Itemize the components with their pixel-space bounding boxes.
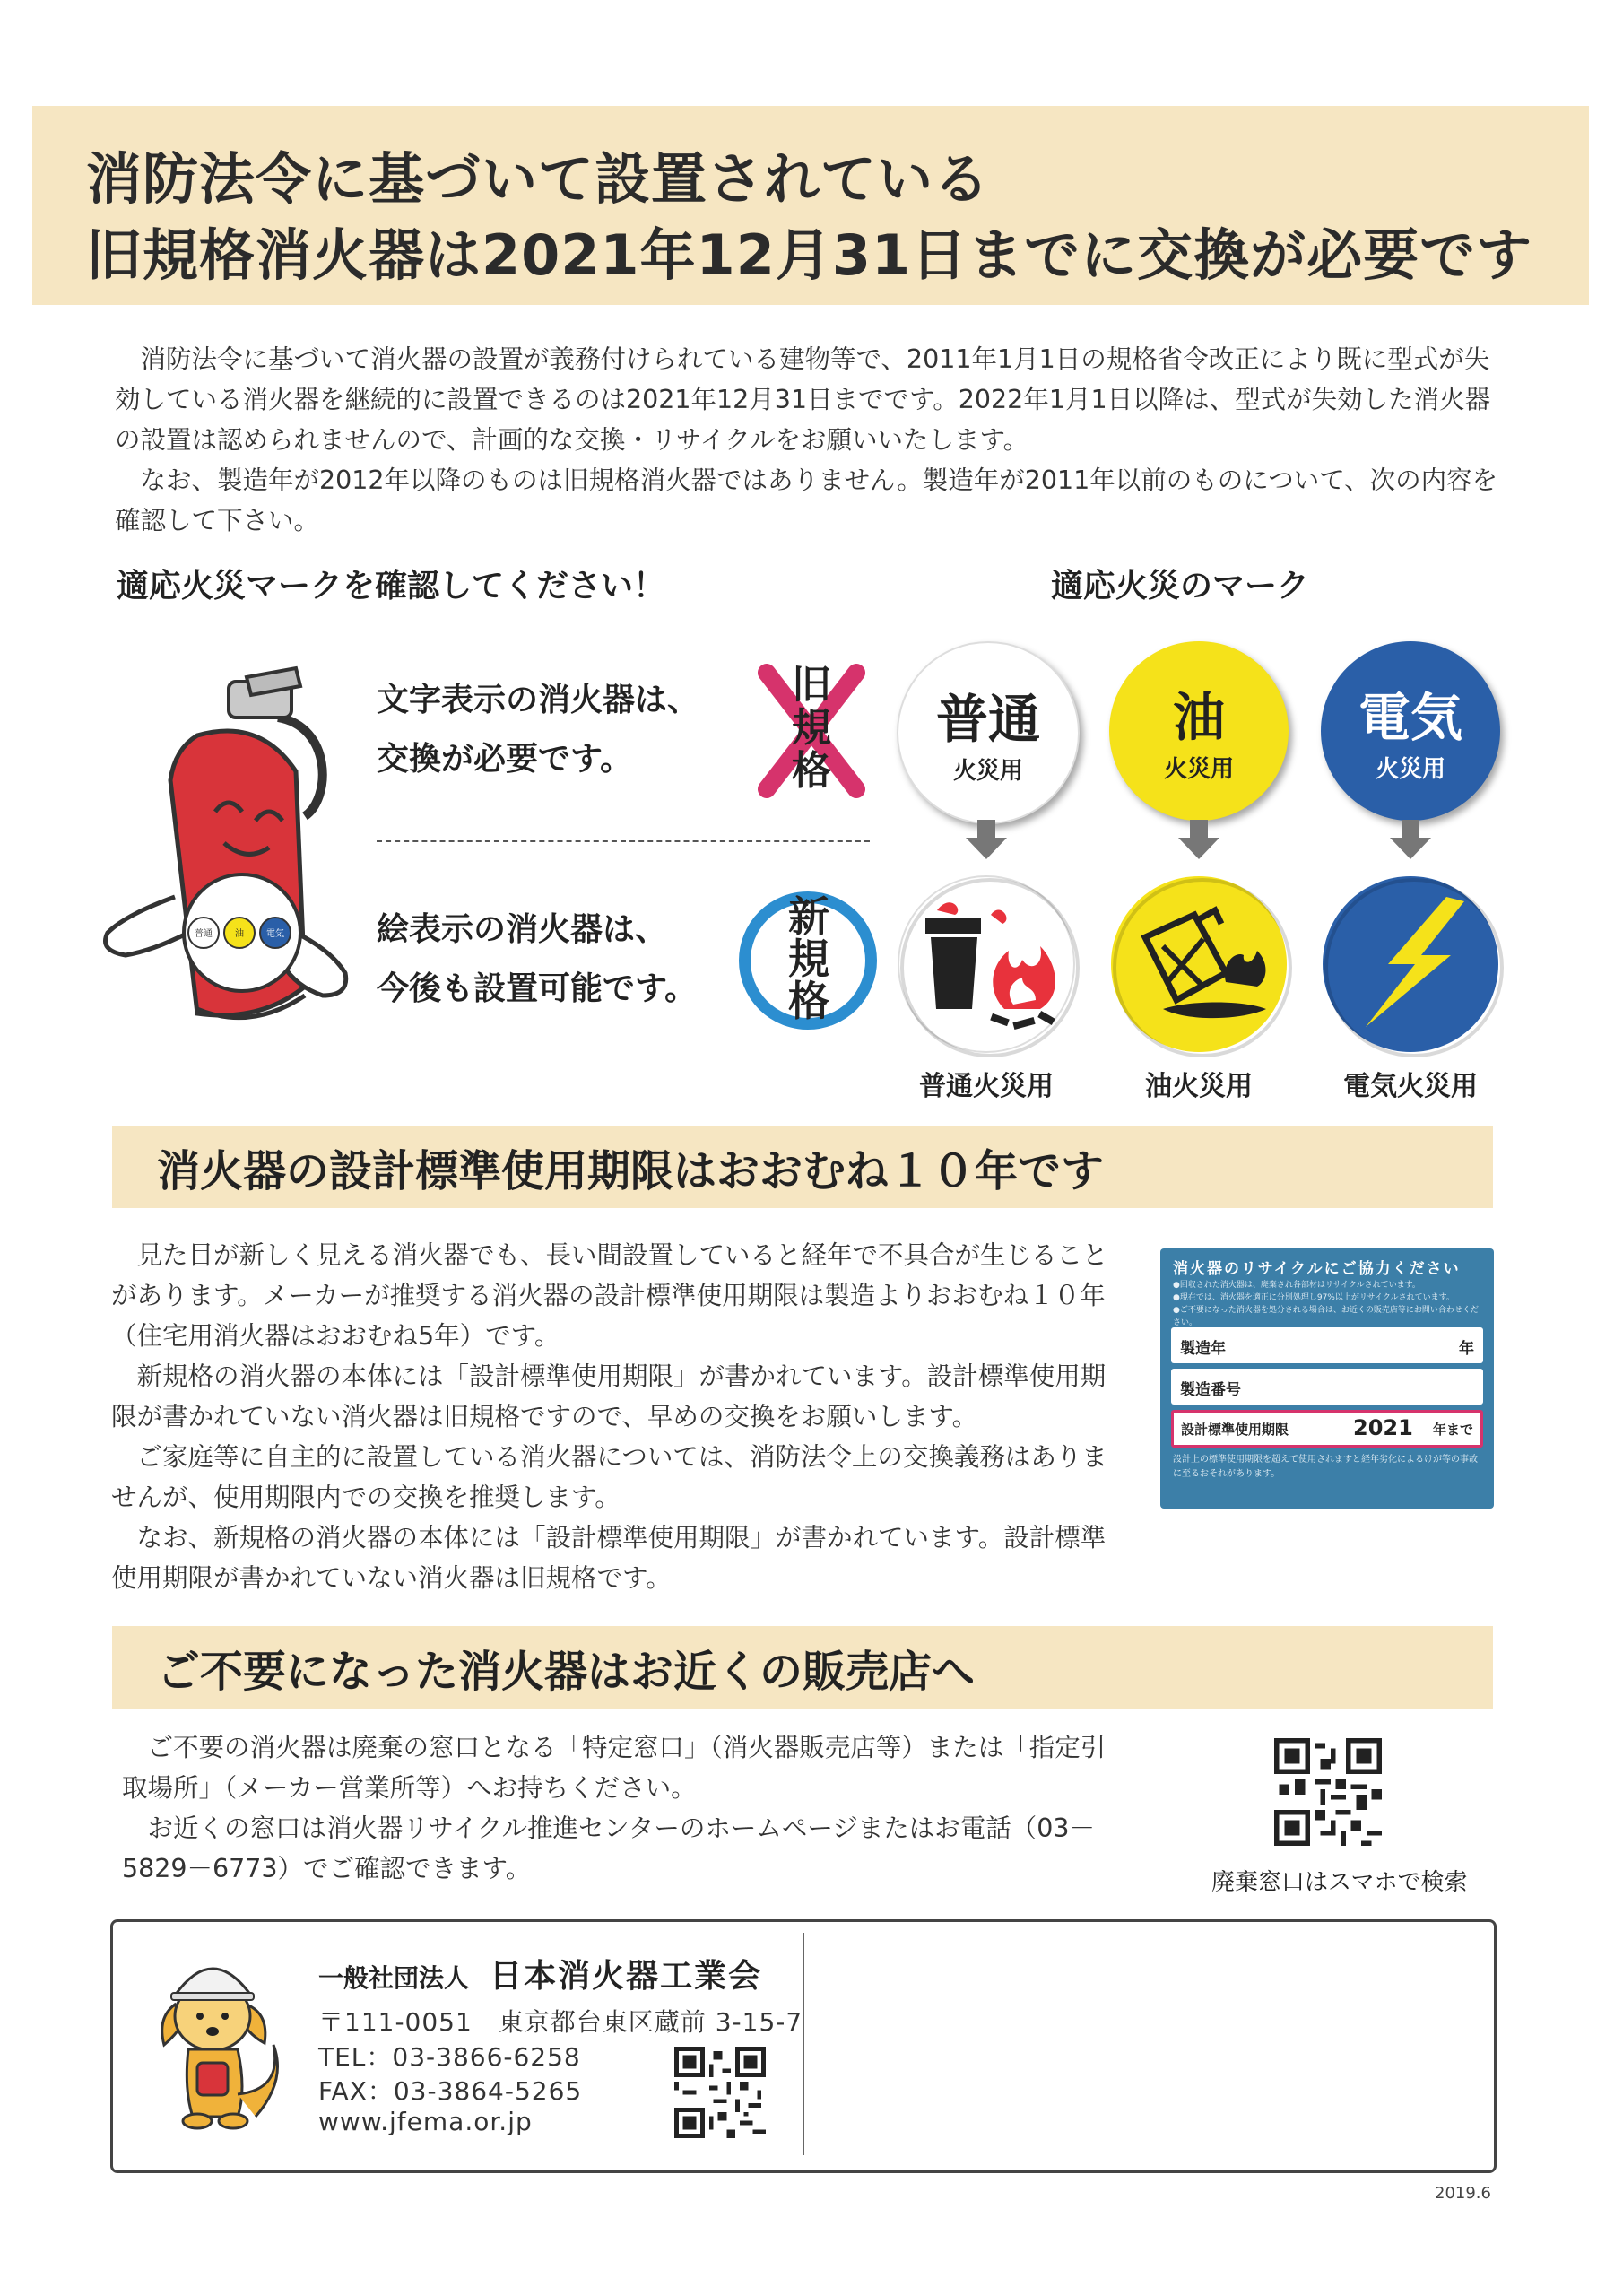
lifespan-paragraph-4: なお、新規格の消火器の本体には「設計標準使用期限」が書かれています。設計標準使用期限が書かれていない消火器は旧規格です。 [111, 1523, 1107, 1593]
org-type: 一般社団法人 [318, 1963, 470, 1993]
mark-oil-sub: 火災用 [1163, 756, 1234, 783]
electric-fire-pictogram-icon [1321, 874, 1509, 1063]
new-type-line-1: 絵表示の消火器は、 [377, 911, 668, 948]
label-card-fineprint [1173, 1279, 1481, 1329]
footer-divider [803, 1933, 804, 2155]
expiry-label-card [1160, 1248, 1494, 1509]
intro-text [115, 339, 1514, 541]
lifespan-title: 消火器の設計標準使用期限はおおむね１０年です [157, 1146, 1105, 1196]
lifespan-text [111, 1235, 1111, 1598]
label-row3-unit: 年まで [1432, 1422, 1473, 1438]
label-row-expiry [1171, 1410, 1483, 1448]
ordinary-fire-pictogram-icon [897, 874, 1085, 1063]
label-fine-2: ●現在では、消火器を適正に分別処理し97%以上がリサイクルされています。 [1173, 1293, 1454, 1302]
mark-ordinary-caption: 普通火災用 [919, 1071, 1054, 1102]
mark-oil-caption: 油火災用 [1145, 1071, 1253, 1102]
intro-paragraph-2: なお、製造年が2012年以降のものは旧規格消火器ではありません。製造年が2011年以前のものについて、次の内容を確認して下さい。 [115, 465, 1498, 535]
page-title-line-2: 旧規格消火器は2021年12月31日までに交換が必要です [86, 222, 1533, 288]
label-fine-1: ●回収された消火器は、廃棄され各部材はリサイクルされています。 [1173, 1281, 1420, 1290]
arrow-down-icon [964, 818, 1009, 863]
label-row2-label: 製造番号 [1180, 1381, 1241, 1399]
old-type-line-2: 交換が必要です。 [377, 741, 633, 778]
lifespan-paragraph-3: ご家庭等に自主的に設置している消火器については、消防法令上の交換義務はありませんが、使用期限内での交換を推奨します。 [111, 1442, 1107, 1512]
label-row3-value: 2021 [1353, 1415, 1413, 1440]
mark-electric-caption: 電気火災用 [1343, 1071, 1478, 1102]
mascot-dog-illustration [148, 1937, 291, 2148]
label-card-header: 消火器のリサイクルにご協力ください [1173, 1260, 1461, 1278]
marks-heading: 適応火災のマーク [1051, 568, 1310, 604]
mark-electric-kanji: 電気 [1358, 687, 1462, 748]
new-standard-badge [739, 891, 877, 1030]
disposal-text [122, 1727, 1113, 1889]
check-heading: 適応火災マークを確認してください！ [117, 568, 666, 604]
section-divider [377, 840, 870, 842]
new-type-line-2: 今後も設置可能です。 [377, 970, 698, 1007]
arrow-down-icon [1176, 818, 1221, 863]
new-badge-text: 新規格 [788, 892, 829, 1025]
disposal-qr-code-icon[interactable] [1274, 1738, 1382, 1846]
mark-oil-text-circle [1109, 641, 1289, 821]
website-qr-code-icon[interactable] [674, 2047, 766, 2138]
extinguisher-mascot-illustration [90, 664, 368, 1040]
label-row-serial-number [1171, 1369, 1483, 1405]
mark-electric-text-circle [1321, 641, 1500, 821]
mascot-label-b: 油 [235, 929, 244, 939]
org-address: 〒111-0051 東京都台東区蔵前 3-15-7 [318, 2007, 803, 2037]
disposal-title: ご不要になった消火器はお近くの販売店へ [157, 1647, 976, 1697]
label-row1-unit: 年 [1459, 1340, 1474, 1358]
label-fine-3: ●ご不要になった消火器を処分される場合は、お近くの販売店等にお問い合わせください。 [1173, 1306, 1479, 1327]
mascot-label-c: 電気 [266, 929, 284, 939]
org-website-link[interactable]: www.jfema.or.jp [318, 2107, 533, 2136]
old-badge-text: 旧規格 [792, 662, 831, 794]
disposal-paragraph-2: お近くの窓口は消火器リサイクル推進センターのホームページまたはお電話（03－5829－6773）でご確認できます。 [122, 1813, 1096, 1883]
page-title-line-1: 消防法令に基づいて設置されている [86, 146, 991, 212]
old-type-line-1: 文字表示の消火器は、 [377, 682, 700, 718]
mark-electric-sub: 火災用 [1375, 756, 1445, 783]
intro-paragraph-1: 消防法令に基づいて消火器の設置が義務付けられている建物等で、2011年1月1日の規格省令改正により既に型式が失効している消火器を継続的に設置できるのは2021年12月31日までです。2022年1月1日以降は、型式が失効した消火器の設置は認められませんので、計画的な交換・リサイクルをお願いいたします。 [115, 344, 1491, 455]
disposal-paragraph-1: ご不要の消火器は廃棄の窓口となる「特定窓口」（消火器販売店等）または「指定引取場所」（メーカー営業所等）へお持ちください。 [122, 1733, 1107, 1803]
date-code: 2019.6 [1435, 2184, 1491, 2203]
qr-caption: 廃棄窓口はスマホで検索 [1211, 1869, 1468, 1896]
label-card-footer-note: 設計上の標準使用期限を超えて使用されますと経年劣化によるけが等の事故に至るおそれがあります。 [1173, 1455, 1478, 1479]
org-name-line [318, 1951, 762, 1996]
lifespan-paragraph-2: 新規格の消火器の本体には「設計標準使用期限」が書かれています。設計標準使用期限が書かれていない消火器は旧規格ですので、早めの交換をお願いします。 [111, 1361, 1107, 1431]
old-standard-badge [753, 664, 870, 798]
arrow-down-icon [1388, 818, 1433, 863]
oil-fire-pictogram-icon [1109, 874, 1298, 1063]
old-type-description [377, 671, 699, 789]
mark-oil-kanji: 油 [1172, 687, 1225, 748]
label-row-manufacture-year [1171, 1327, 1483, 1363]
mark-ordinary-kanji: 普通 [935, 689, 1040, 750]
lifespan-paragraph-1: 見た目が新しく見える消火器でも、長い間設置していると経年で不具合が生じることがあります。メーカーが推奨する消火器の設計標準使用期限は製造よりおおむね１０年（住宅用消火器はおおむね5年）です。 [111, 1240, 1108, 1351]
mark-ordinary-text-circle [897, 641, 1080, 824]
new-type-description [377, 900, 697, 1019]
org-tel: TEL：03-3866-6258 [318, 2042, 581, 2072]
label-row3-label: 設計標準使用期限 [1181, 1422, 1289, 1438]
label-row1-label: 製造年 [1180, 1340, 1226, 1358]
org-name: 日本消火器工業会 [490, 1958, 763, 1995]
org-fax: FAX：03-3864-5265 [318, 2076, 583, 2106]
mark-ordinary-sub: 火災用 [952, 758, 1023, 785]
mascot-label-a: 普通 [195, 929, 213, 939]
